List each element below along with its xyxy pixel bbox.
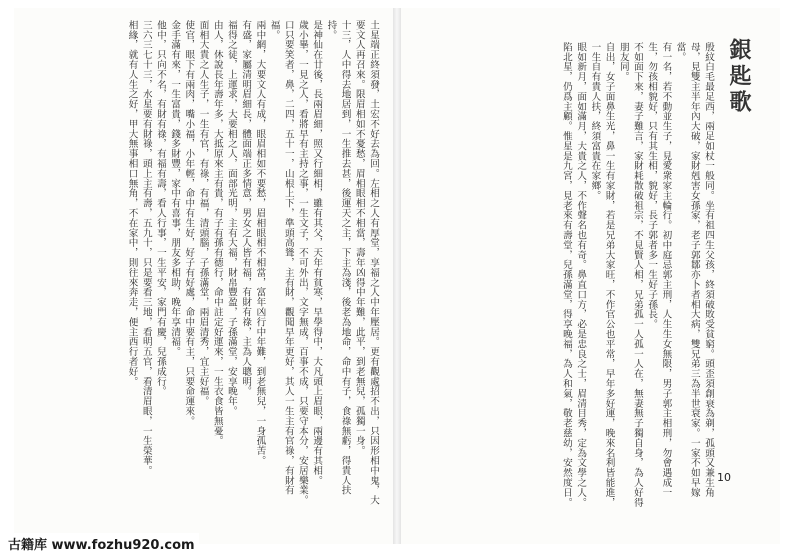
text-paragraph: 歲小畢，一見之人，看將早有主持之事，一生文子，不可外出，文字無成，百事不成，只要守本分，安居樂業。 <box>296 20 308 506</box>
text-paragraph: 自出，女子面鼻生光，鼻一生有家財，若是兄弟大家旺，不作官公也平常，早年多好運，晚來名利皆能進，一生自有貴人扶，終須富貴在家鄉。 <box>589 42 615 508</box>
text-paragraph: 金手滿有來，一生富貴，錢多財豐，家中有喜事，朋友多相助，晚年享清福。 <box>169 20 181 357</box>
site-watermark: 古籍库 www.fozhu920.com <box>4 533 199 554</box>
text-paragraph: 相緣，就有人生之好，甲大無事相口無角，不在家中，則往來奔走，便主西行者好。 <box>126 20 138 387</box>
text-paragraph: 有一名，若不動並生子，見愛衆家主輪行。初中庭忌郭主刑，人生生女無限，男子郭主相刑，勿會遇成一生，勿孩相貌好，只有其生相，貌好，長子郭者多一生好子孫長。 <box>646 42 672 498</box>
text-paragraph: 他中，只向不名，有財有祿，有福有壽，看人行事，一生平安，家門有慶，兒孫成行。 <box>154 20 166 397</box>
text-paragraph: 三六三七十三，水星要有財祿，頭上主有壽，五九十，只是要看三地，看明五官，看清眉眼，一生榮華。 <box>140 20 152 476</box>
text-paragraph: 福得之徒，上運求，大要相之人，面部光明，主有大福，財帛豐盈，子孫滿堂，安享晚年。 <box>225 20 237 416</box>
text-paragraph: 有盛，家屬清明眉細長，體面端正多情意，男女之人皆有福，有財有祿，主為人聰明。 <box>240 20 252 397</box>
right-page-text <box>443 42 715 512</box>
text-paragraph: 口只要笑者，鼻，二四，五十一，山根上下，準頭高聳，主有財，觀聞早年更好，其人一生主有官祿，有財有福。 <box>268 20 294 496</box>
book-gutter <box>393 8 401 544</box>
text-paragraph: 土星端正終須發，土宏不好去為回。左相之人有厚堂，享福之人中年壓居。更有觀處招不出，只因形相中鬼，大要文人再召來。限眉相如不憂愁，眉相眼相不相當，壽年凶得中年難，此平，到老無兒，孤獨一身。 <box>353 20 379 506</box>
text-paragraph: 面相大貴之人生子，一生有官，有祿，有福，清頭腦，子孫滿堂，兩眉清秀，宜主好福。 <box>197 20 209 407</box>
text-paragraph: 兩中網，大要文人有成，眼眉相如不要愁，眉相眼相不相當，富年凶行中年難，到老無兒，一身孤苦。 <box>254 20 266 466</box>
text-paragraph: 殷紋白毛最足西，兩足如杖一般同。坐有祖四生父孩，終須破敗受貧窮。頭歪須創衰為剃，孤頭又兼生角母，見雙主半年內大破，家財剋害女孫家，老子郭鄒亦卜者相大病，雙兄弟三為半世衰家。一家不如早嫁當。 <box>674 42 714 498</box>
right-page <box>415 20 755 520</box>
text-paragraph: 使官，眼下有兩肉，嘴小福，小年輕，命中有生好，好子有好處，命中要有主，只要命運來。 <box>183 20 195 426</box>
left-page-text <box>50 20 380 510</box>
left-page <box>40 20 386 520</box>
text-paragraph: 陷北星，仍爲主顧。惟星是九宮，見老來有壽堂，兒孫滿堂，得享晚福，為人和氣，敬老慈幼，安然度日。 <box>560 42 572 508</box>
text-paragraph: 是神仙在廿後，長兩眉細，照又行細相，雖有其父，天年有貧寒，早學得中，大凡頭上眉眼，兩邊有其相。 <box>311 20 323 486</box>
text-paragraph: 不如面下來，妻子難言，家財耗散破祖宗，不見賢人相，兄弟孤一人孤一人在，無妻無子獨自身，為人好得朋友同。 <box>617 42 643 508</box>
page-title: 銀匙歌 <box>726 38 752 116</box>
text-paragraph: 十三，人中得去地居到，一生推去甚，後運天之主，下主為淺，後老為地命，命中有子，食祿無虧，得貴人扶持。 <box>325 20 351 496</box>
text-paragraph: 由人，休說長年壽年多，大抵原來主有貴，有子有孫有德行，命中註定好運來，一生衣食皆無憂。 <box>211 20 223 446</box>
text-paragraph: 眼如新月，面如滿月，大貴之人，不作聲名也有奇。鼻直口方，必是忠良之士，眉清目秀，定為文學之人。 <box>575 42 587 508</box>
page-number: 10 <box>717 471 731 484</box>
